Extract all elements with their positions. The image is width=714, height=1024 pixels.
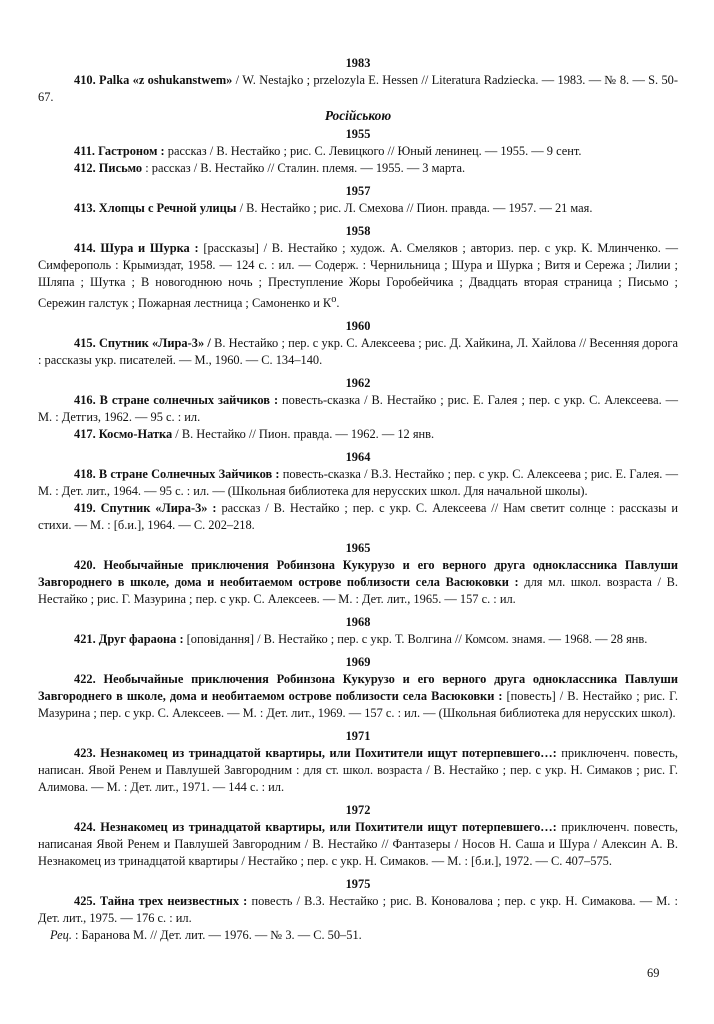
entry-details: В. Нестайко ; пер. с укр. С. Алексеева ; рис. Д. Хайкина, Л. Хайлова // Весенняя дорога : рассказы укр. писателей. — М., 1960. — С. 134–140. bbox=[38, 336, 678, 368]
entry-details: приключенч. повесть, написаная Явой Ренем и Павлушей Завгородним / В. Нестайко // Фантазеры / Носов Н. Саша и Шура / Алексин А. В. Незнакомец из тринадцатой квартиры / Нестайко ; пер. с укр. Н. Симаков. — М. : [б.и.], 1972. — С. 407–575. bbox=[38, 820, 678, 869]
entry-number: 413. bbox=[74, 201, 96, 215]
entry-title: Хлопцы с Речной улицы bbox=[98, 201, 237, 215]
bib-entry-419 bbox=[38, 500, 678, 534]
entry-title: Друг фараона : bbox=[98, 632, 184, 647]
entry-number: 422. bbox=[74, 672, 96, 687]
entry-number: 410. bbox=[74, 73, 96, 87]
review-label: Рец. bbox=[50, 928, 72, 943]
entry-details: повесть-сказка / В. Нестайко ; рис. Е. Галея ; пер. с укр. С. Алексеева. — М. : Детгиз, 1962. — 95 с. : ил. bbox=[38, 393, 678, 425]
entry-number: 415. bbox=[74, 336, 96, 351]
entry-title: Незнакомец из тринадцатой квартиры, или Похитители ищут потерпевшего…: bbox=[100, 820, 557, 835]
bib-entry-423 bbox=[38, 745, 678, 796]
bib-entry-424 bbox=[38, 819, 678, 870]
year-heading: 1971 bbox=[345, 729, 371, 744]
bib-entry-421 bbox=[38, 631, 678, 648]
entry-number: 417. bbox=[74, 427, 96, 442]
year-heading: 1972 bbox=[345, 803, 371, 818]
entry-number: 412. bbox=[74, 161, 96, 175]
entry-details: / В. Нестайко ; рис. Л. Смехова // Пион. правда. — 1957. — 21 мая. bbox=[236, 201, 593, 215]
bib-entry-411 bbox=[38, 143, 678, 160]
year-heading: 1964 bbox=[345, 450, 371, 465]
entry-title: Тайна трех неизвестных : bbox=[99, 894, 248, 909]
bib-entry-425 bbox=[38, 893, 678, 927]
entry-details: рассказ / В. Нестайко ; пер. с укр. С. Алексеева // Нам светит солнце : рассказы и стихи. — М. : [б.и.], 1964. — С. 202–218. bbox=[38, 501, 678, 533]
entry-number: 425. bbox=[74, 894, 96, 909]
bib-entry-413 bbox=[38, 200, 678, 217]
entry-title: Письмо bbox=[98, 161, 143, 175]
year-heading: 1983 bbox=[345, 56, 371, 70]
entry-title: Незнакомец из тринадцатой квартиры, или Похитители ищут потерпевшего…: bbox=[100, 746, 557, 761]
entry-title: Спутник «Лира-3» / bbox=[98, 336, 211, 351]
entry-title: В стране солнечных зайчиков : bbox=[99, 393, 279, 408]
entry-title: Космо-Натка bbox=[98, 427, 173, 442]
entry-number: 424. bbox=[74, 820, 96, 835]
bib-entry-417 bbox=[38, 426, 678, 443]
entry-title: Необычайные приключения Робинзона Кукурузо и его верного друга одноклассника Павлуши Завгороднего в школе, дома и необитаемом острове поблизости села Васюковки : bbox=[38, 558, 678, 590]
entry-details: повесть / В.З. Нестайко ; рис. В. Коновалова ; пер. с укр. Н. Симакова. — М. : Дет. лит., 1975. — 176 с. : ил. bbox=[38, 894, 678, 926]
entry-number: 416. bbox=[74, 393, 96, 408]
entry-details: [рассказы] / В. Нестайко ; худож. А. Смеляков ; авториз. пер. с укр. К. Млинченко. — Симферополь : Крымиздат, 1958. — 124 с. : ил. — Содерж. : Чернильница ; Шура и Шурка ; Витя и Сережа ; Лилии ; Шляпа ; Шутка ; В новогоднюю ночь ; Преступление Жоры Горобейчика ; Двадцать вторая страница ; Письмо ; Сережин галстук ; Пожарная лестница ; Самоненко и К bbox=[38, 241, 678, 311]
entry-title: Palka «z oshukanstwem» bbox=[99, 73, 233, 87]
entry-title: Гастроном : bbox=[98, 144, 165, 158]
bibliography-content bbox=[38, 55, 678, 944]
entry-details: рассказ / В. Нестайко ; рис. С. Левицкого // Юный ленинец. — 1955. — 9 сент. bbox=[164, 144, 582, 158]
year-heading: 1975 bbox=[345, 877, 371, 892]
entry-number: 418. bbox=[74, 467, 96, 482]
year-heading: 1968 bbox=[345, 615, 371, 630]
entry-number: 419. bbox=[74, 501, 96, 516]
bib-entry-414 bbox=[38, 240, 678, 312]
entry-details: / W. Nestajko ; przelozyla E. Hessen // Literatura Radziecka. — 1983. — № 8. — S. 50-67. bbox=[38, 73, 678, 104]
entry-details: [повесть] / В. Нестайко ; рис. Г. Мазурина ; пер. с укр. С. Алексеев. — М. : Дет. лит., 1969. — 157 с. : ил. — (Школьная библиотека для нерусских школ). bbox=[38, 689, 678, 721]
bib-entry-415 bbox=[38, 335, 678, 369]
year-heading: 1957 bbox=[345, 184, 371, 198]
entry-details: [оповідання] / В. Нестайко ; пер. с укр. Т. Волгина // Комсом. знамя. — 1968. — 28 янв. bbox=[183, 632, 648, 647]
review-note bbox=[38, 927, 678, 944]
entry-number: 411. bbox=[74, 144, 95, 158]
entry-details: повесть-сказка / В.З. Нестайко ; пер. с укр. С. Алексеева ; рис. Е. Галея. — М. : Дет. лит., 1964. — 95 с. : ил. — (Школьная библиотека для нерусских школ. Для начальной школы). bbox=[38, 467, 678, 499]
entry-title: Необычайные приключения Робинзона Кукурузо и его верного друга одноклассника Павлуши Завгороднего в школе, дома и необитаемом острове поблизости села Васюковки : bbox=[38, 672, 678, 704]
entry-number: 421. bbox=[74, 632, 96, 647]
entry-details: приключенч. повесть, написан. Явой Ренем и Павлушей Завгородним : для ст. школ. возраста / В. Нестайко ; пер. с укр. Н. Симаков ; рис. Г. Алимова. — М. : Дет. лит., 1971. — 144 с. : ил. bbox=[38, 746, 678, 795]
entry-number: 423. bbox=[74, 746, 96, 761]
year-heading: 1955 bbox=[345, 127, 371, 141]
year-heading: 1960 bbox=[345, 319, 371, 334]
bib-entry-410 bbox=[38, 72, 678, 106]
bib-entry-416 bbox=[38, 392, 678, 426]
page-number: 69 bbox=[647, 966, 660, 980]
year-heading: 1962 bbox=[345, 376, 371, 391]
entry-number: 414. bbox=[74, 241, 96, 255]
bib-entry-418 bbox=[38, 466, 678, 500]
year-heading: 1969 bbox=[345, 655, 371, 670]
entry-title: Спутник «Лира-3» : bbox=[100, 501, 217, 516]
superscript: о bbox=[331, 294, 337, 305]
entry-end: . bbox=[336, 296, 340, 311]
year-heading: 1958 bbox=[345, 224, 371, 238]
entry-title: В стране Солнечных Зайчиков : bbox=[98, 467, 280, 482]
entry-details: для мл. школ. возраста / В. Нестайко ; рис. Г. Мазурина ; пер. с укр. С. Алексеев. — М. : Дет. лит., 1965. — 157 с. : ил. bbox=[38, 575, 678, 607]
entry-details: / В. Нестайко // Пион. правда. — 1962. — 12 янв. bbox=[172, 427, 435, 442]
bib-entry-412 bbox=[38, 160, 678, 177]
entry-number: 420. bbox=[74, 558, 96, 573]
bib-entry-420 bbox=[38, 557, 678, 608]
year-heading: 1965 bbox=[345, 541, 371, 556]
bib-entry-422 bbox=[38, 671, 678, 722]
entry-details: : рассказ / В. Нестайко // Сталин. племя. — 1955. — 3 марта. bbox=[142, 161, 466, 175]
review-text: : Баранова М. // Дет. лит. — 1976. — № 3. — С. 50–51. bbox=[71, 928, 362, 943]
section-title: Російською bbox=[324, 108, 392, 123]
entry-title: Шура и Шурка : bbox=[100, 241, 199, 255]
